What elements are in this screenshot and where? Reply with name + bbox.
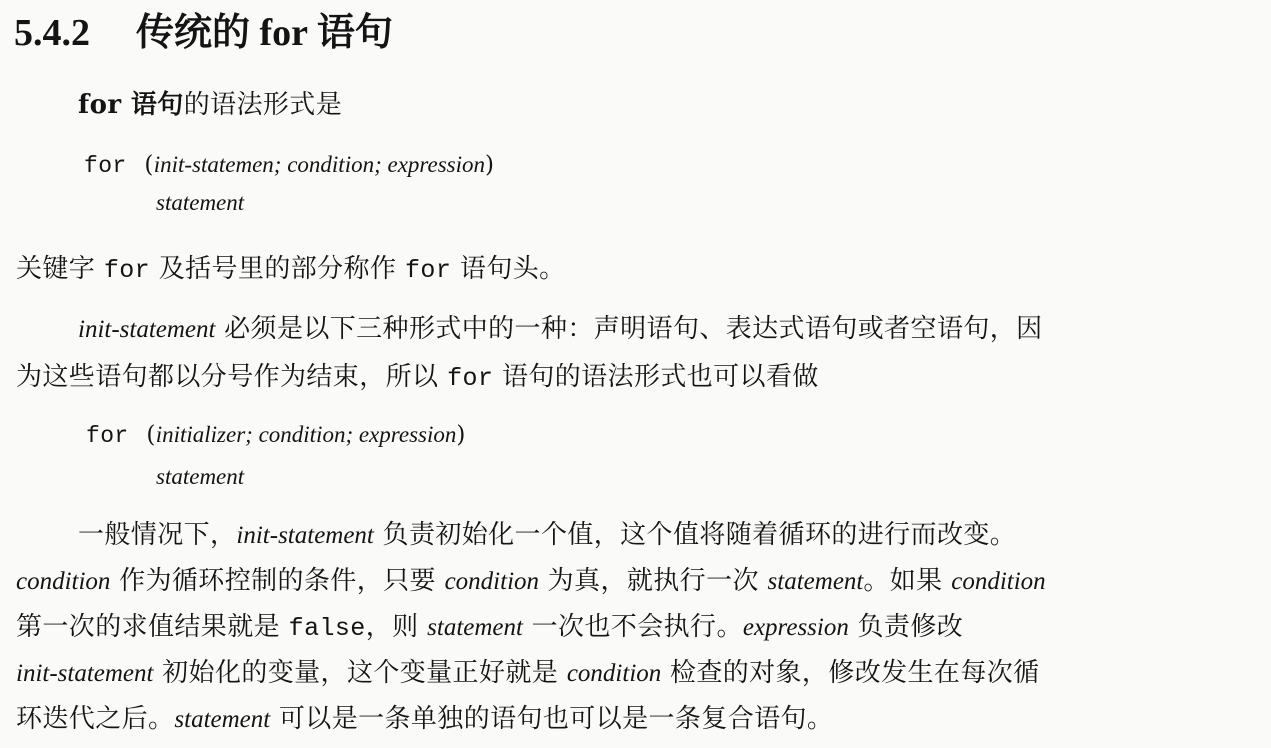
para3-text: 环迭代之后。 [16, 704, 175, 734]
syntax1-close: ) [485, 152, 495, 178]
syntax2-close: ) [456, 422, 466, 448]
syntax1-keyword: for [84, 153, 127, 179]
para3-code: false [288, 614, 366, 643]
para1-text-3: 语句头。 [451, 254, 566, 284]
para3-text: 一次也不会执行。 [522, 612, 743, 642]
para3-text: 第一次的求值结果就是 [16, 612, 289, 642]
para3-text: 为真，就执行一次 [539, 566, 768, 596]
section-number: 5.4.2 [14, 12, 90, 54]
syntax1-statement-line [156, 186, 244, 220]
para3-italic: condition [566, 660, 662, 687]
para3-text: 检查的对象，修改发生在每次循 [661, 658, 1040, 688]
para3-text: 初始化的变量，这个变量正好就是 [153, 658, 567, 688]
intro-bold: for 语句 [78, 90, 184, 120]
syntax2-open: ( [146, 422, 156, 448]
para3-text: ，则 [365, 612, 428, 642]
para2-code: for [447, 364, 494, 393]
para3-italic: statement [767, 568, 864, 595]
para1-code-2: for [405, 256, 452, 285]
section-heading [14, 10, 393, 56]
para3-line-2 [16, 564, 1046, 599]
syntax1-inner: init-statemen; condition; expression [153, 152, 486, 177]
para3-line-5 [16, 702, 833, 737]
para3-italic: condition [951, 568, 1046, 595]
syntax1-statement: statement [156, 190, 245, 215]
para2-line-2 [16, 360, 819, 396]
para1-code-1: for [103, 256, 151, 285]
para1-text-2: 及括号里的部分称作 [150, 254, 406, 284]
intro-text: 的语法形式是 [183, 90, 343, 120]
para3-italic: statement [427, 614, 523, 641]
para3-line-4 [16, 656, 1040, 691]
syntax1-open: ( [144, 152, 154, 178]
syntax1-line [84, 148, 494, 183]
para2-text-2: 为这些语句都以分号作为结束，所以 [16, 362, 448, 392]
para3-text: 。如果 [863, 566, 952, 596]
para3-text: 可以是一条单独的语句也可以是一条复合语句。 [270, 704, 834, 734]
para2-text-1: 必须是以下三种形式中的一种：声明语句、表达式语句或者空语句，因 [215, 314, 1043, 344]
para3-text: 一般情况下， [78, 520, 237, 550]
para3-italic: condition [444, 568, 540, 595]
para3-line-3 [16, 610, 963, 646]
para3-line-1 [78, 518, 1016, 553]
para3-italic: init-statement [236, 522, 374, 549]
para1-line [16, 252, 566, 288]
para3-italic: statement [174, 706, 271, 733]
syntax2-inner: initializer; condition; expression [155, 422, 457, 447]
para2-line-1 [78, 312, 1043, 347]
para3-text: 负责初始化一个值，这个值将随着循环的进行而改变。 [373, 520, 1017, 550]
para1-text-1: 关键字 [16, 254, 104, 284]
intro-line [78, 88, 342, 122]
para2-italic-1: init-statement [78, 316, 216, 343]
para3-text: 负责修改 [848, 612, 964, 642]
para3-italic: expression [742, 614, 849, 641]
syntax2-statement: statement [156, 464, 245, 489]
syntax2-line [86, 418, 466, 453]
syntax2-keyword: for [86, 423, 129, 449]
para3-italic: condition [16, 568, 111, 595]
para3-text: 作为循环控制的条件，只要 [110, 566, 445, 596]
para2-text-3: 语句的语法形式也可以看做 [493, 362, 819, 392]
section-title: 传统的 for 语句 [136, 12, 393, 54]
syntax2-statement-line [156, 460, 244, 494]
para3-italic: init-statement [16, 660, 154, 687]
